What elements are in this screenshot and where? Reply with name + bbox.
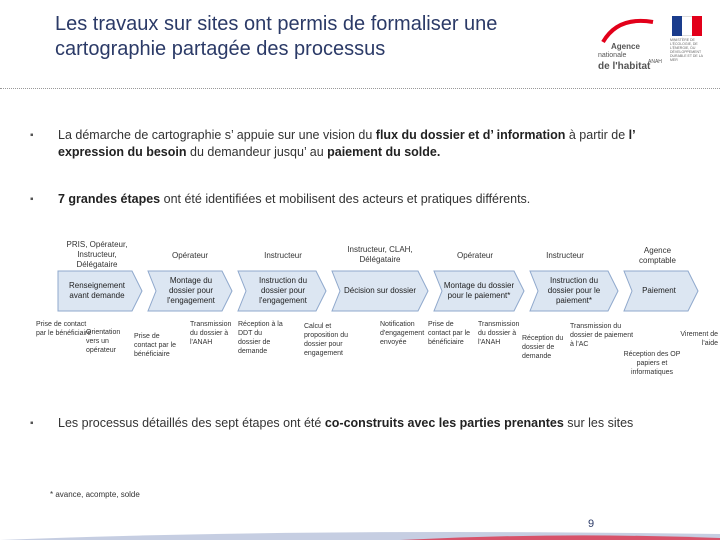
- milestone-9: Transmission du dossier à l'ANAH: [478, 321, 520, 346]
- actor-5: Opérateur: [456, 251, 494, 260]
- milestone-1: Prise de contact par le bénéficiaire: [36, 321, 92, 337]
- milestone-5: Réception à la DDT du dossier de demande: [238, 321, 283, 355]
- actor-3: Instructeur: [264, 251, 302, 260]
- logo-anah: ANAH: [648, 59, 662, 65]
- actor-4: Instructeur, CLAH, Délégataire: [347, 245, 413, 264]
- actor-2: Opérateur: [171, 251, 209, 260]
- milestone-3: Prise de contact par le bénéficiaire: [134, 333, 177, 358]
- milestone-7: Notification d'engagement envoyée: [380, 321, 425, 346]
- logo-agence: Agence: [611, 42, 640, 51]
- bullet-3: ▪ Les processus détaillés des sept étapes ont été co-construits avec les parties prenantes sur les sites: [30, 416, 634, 430]
- divider: [0, 88, 720, 90]
- milestone-4: Transmission du dossier à l'ANAH: [190, 321, 232, 346]
- bullet-marker: ▪: [30, 194, 34, 205]
- logo-habitat: de l'habitat: [598, 61, 651, 72]
- bullet-2: ▪ 7 grandes étapes ont été identifiées et mobilisent des acteurs et pratiques différents.: [30, 192, 531, 206]
- milestone-12: Virement de l'aide: [680, 331, 718, 347]
- bullet-1: ▪ La démarche de cartographie s’ appuie sur une vision du flux du dossier et d’ information à partir de l’ expression du besoin du demandeur jusqu’ au paiement du solde.: [30, 128, 635, 159]
- footer-decoration: [0, 528, 720, 540]
- bullet-marker: ▪: [30, 130, 34, 141]
- step-2: Montage du dossier pour l'engagement: [167, 276, 215, 305]
- page-number: 9: [588, 518, 595, 530]
- actor-1: PRIS, Opérateur, Instructeur, Délégataire: [66, 240, 128, 269]
- milestone-13: Réception des OP papiers et informatiques: [623, 351, 681, 376]
- actor-7: Agence comptable: [639, 246, 676, 265]
- milestone-10: Réception du dossier de demande: [522, 335, 564, 360]
- milestone-2: Orientation vers un opérateur: [86, 329, 121, 354]
- milestone-8: Prise de contact par le bénéficiaire: [428, 321, 471, 346]
- milestone-6: Calcul et proposition du dossier pour engagement: [304, 323, 348, 357]
- logo-swoosh-icon: [598, 14, 658, 44]
- step-5: Montage du dossier pour le paiement*: [443, 281, 515, 300]
- step-7: Paiement: [642, 286, 676, 295]
- page-title: Les travaux sur sites ont permis de formaliser une cartographie partagée des processus: [55, 13, 498, 60]
- ministry-text: MINISTÈRE DE L'ÉCOLOGIE, DE L'ÉNERGIE, DU DÉVELOPPEMENT DURABLE ET DE LA MER: [670, 38, 703, 62]
- step-4: Décision sur dossier: [343, 286, 417, 295]
- step-3: Instruction du dossier pour l'engagement: [258, 276, 308, 305]
- bullet-marker: ▪: [30, 418, 34, 429]
- step-6: Instruction du dossier pour le paiement*: [547, 276, 601, 305]
- step-1: Renseignement avant demande: [68, 281, 126, 300]
- french-flag-icon: [672, 16, 702, 36]
- logo-nationale: nationale: [598, 52, 627, 59]
- footnote: * avance, acompte, solde: [50, 490, 140, 499]
- milestone-11: Transmission du dossier de paiement à l'AC: [570, 323, 634, 348]
- actor-6: Instructeur: [546, 251, 584, 260]
